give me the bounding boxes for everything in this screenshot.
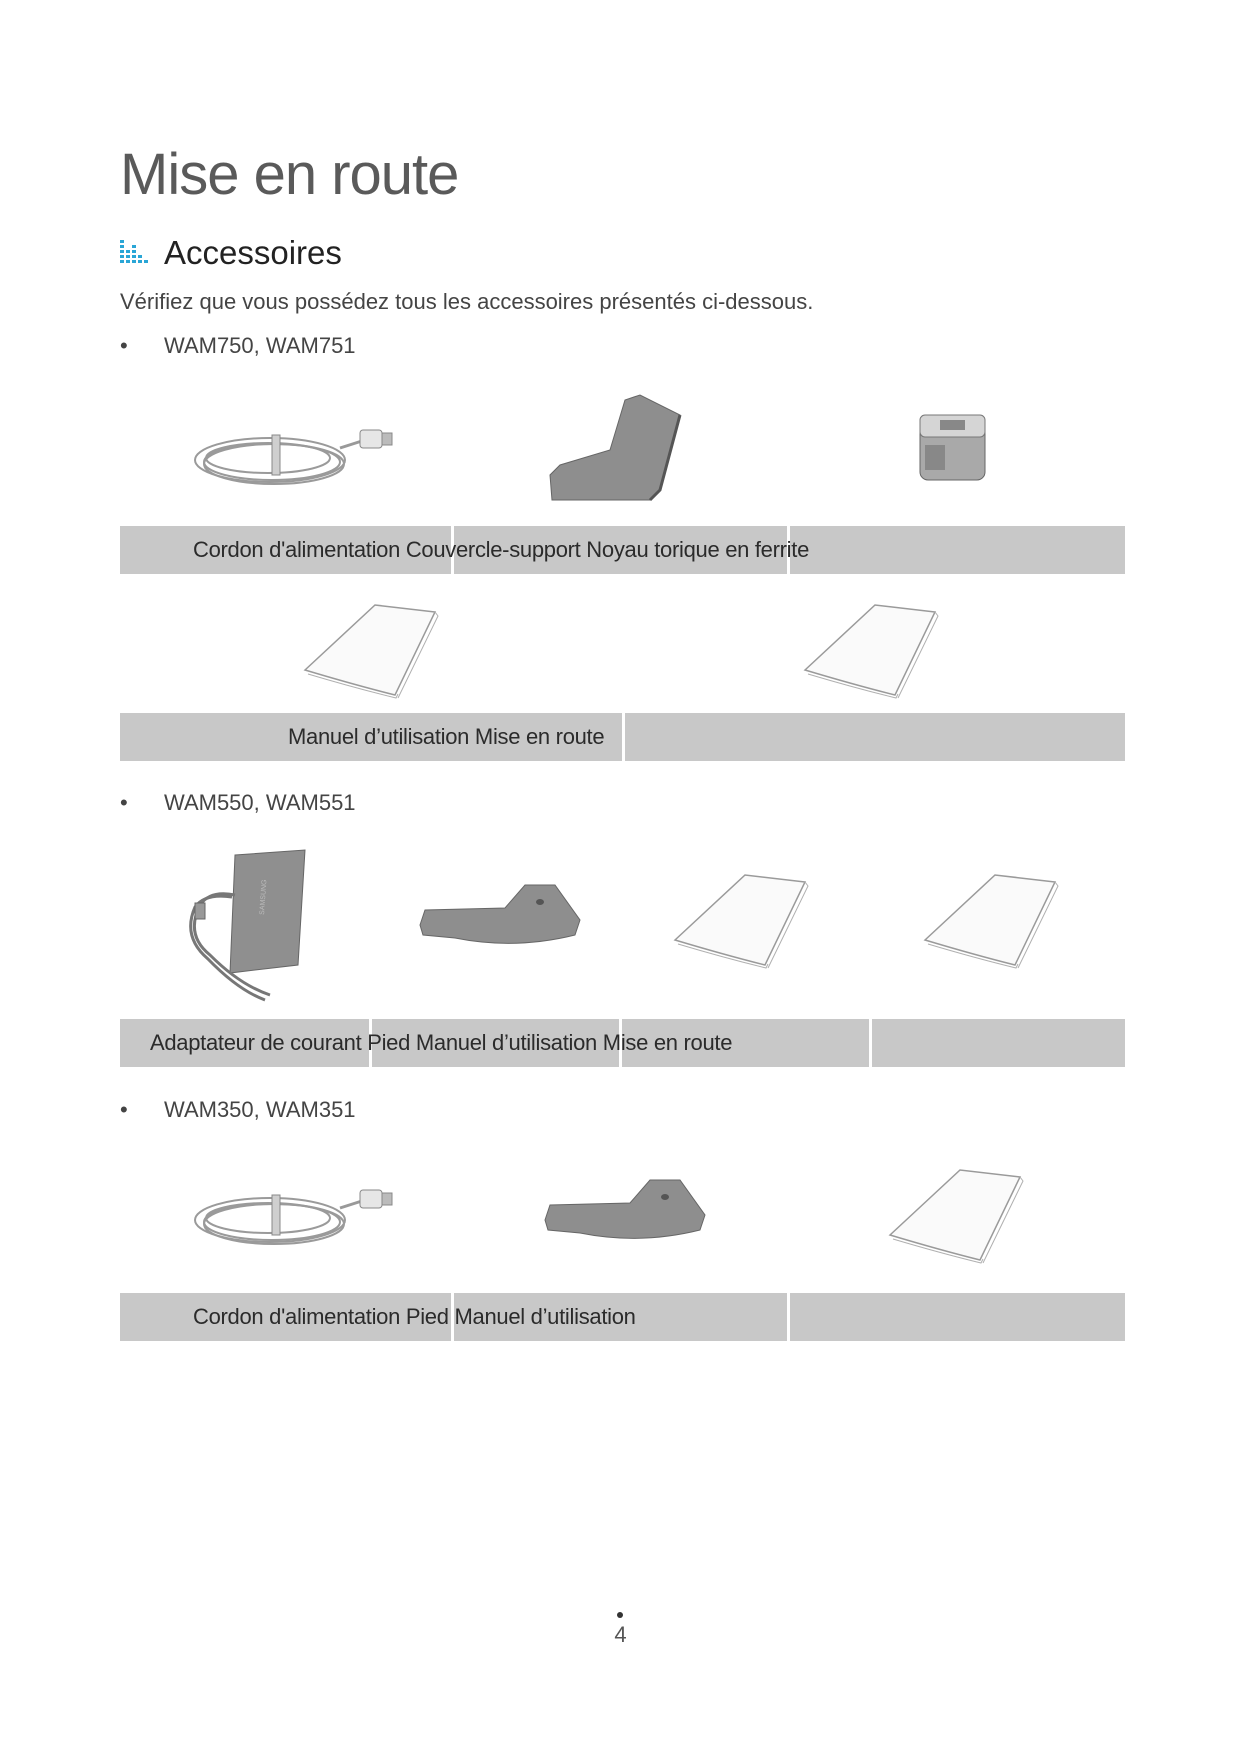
page-dot xyxy=(617,1612,623,1618)
caption-bar xyxy=(120,1293,1125,1341)
model-list: WAM550, WAM551 xyxy=(164,790,356,815)
caption-bar xyxy=(120,526,1125,574)
model-list: WAM750, WAM751 xyxy=(164,333,356,358)
model-list: WAM350, WAM351 xyxy=(164,1097,356,1122)
caption-divider xyxy=(622,713,625,761)
manual-booklet-image xyxy=(300,600,440,700)
intro-text: Vérifiez que vous possédez tous les accessoires présentés ci-dessous. xyxy=(120,289,814,314)
caption-text: Cordon d'alimentation Couvercle-support Noyau torique en ferrite xyxy=(193,537,810,562)
section-heading-text: Accessoires xyxy=(164,234,342,271)
adapter-brand-label: SAMSUNG xyxy=(258,879,269,916)
caption-text: Adaptateur de courant Pied Manuel d’utilisation Mise en route xyxy=(150,1030,733,1055)
ferrite-core-image xyxy=(910,410,1000,490)
caption-text: Cordon d'alimentation Pied Manuel d’utilisation xyxy=(193,1304,636,1329)
bullet-symbol: • xyxy=(120,333,128,358)
caption-bar xyxy=(120,1019,1125,1067)
quick-start-booklet-image xyxy=(800,600,940,700)
foot-stand-image xyxy=(415,880,585,955)
model-bullet xyxy=(120,1097,356,1123)
page-number: 4 xyxy=(614,1622,627,1647)
caption-divider xyxy=(787,1293,790,1341)
power-cord-image xyxy=(190,1180,400,1260)
page-title: Mise en route xyxy=(120,142,459,207)
manual-booklet-image xyxy=(670,870,810,970)
bullet-symbol: • xyxy=(120,1097,128,1122)
stand-cover-image xyxy=(540,390,700,510)
power-cord-image xyxy=(190,420,400,500)
foot-stand-image xyxy=(540,1175,710,1250)
quick-start-booklet-image xyxy=(920,870,1060,970)
model-bullet xyxy=(120,790,356,816)
model-bullet xyxy=(120,333,356,359)
caption-bar xyxy=(120,713,1125,761)
section-heading xyxy=(120,230,342,276)
equalizer-bars-icon xyxy=(120,238,150,268)
manual-booklet-image xyxy=(885,1165,1025,1265)
bullet-symbol: • xyxy=(120,790,128,815)
power-adapter-image xyxy=(180,845,310,1005)
caption-divider xyxy=(869,1019,872,1067)
caption-text: Manuel d’utilisation Mise en route xyxy=(288,724,605,749)
